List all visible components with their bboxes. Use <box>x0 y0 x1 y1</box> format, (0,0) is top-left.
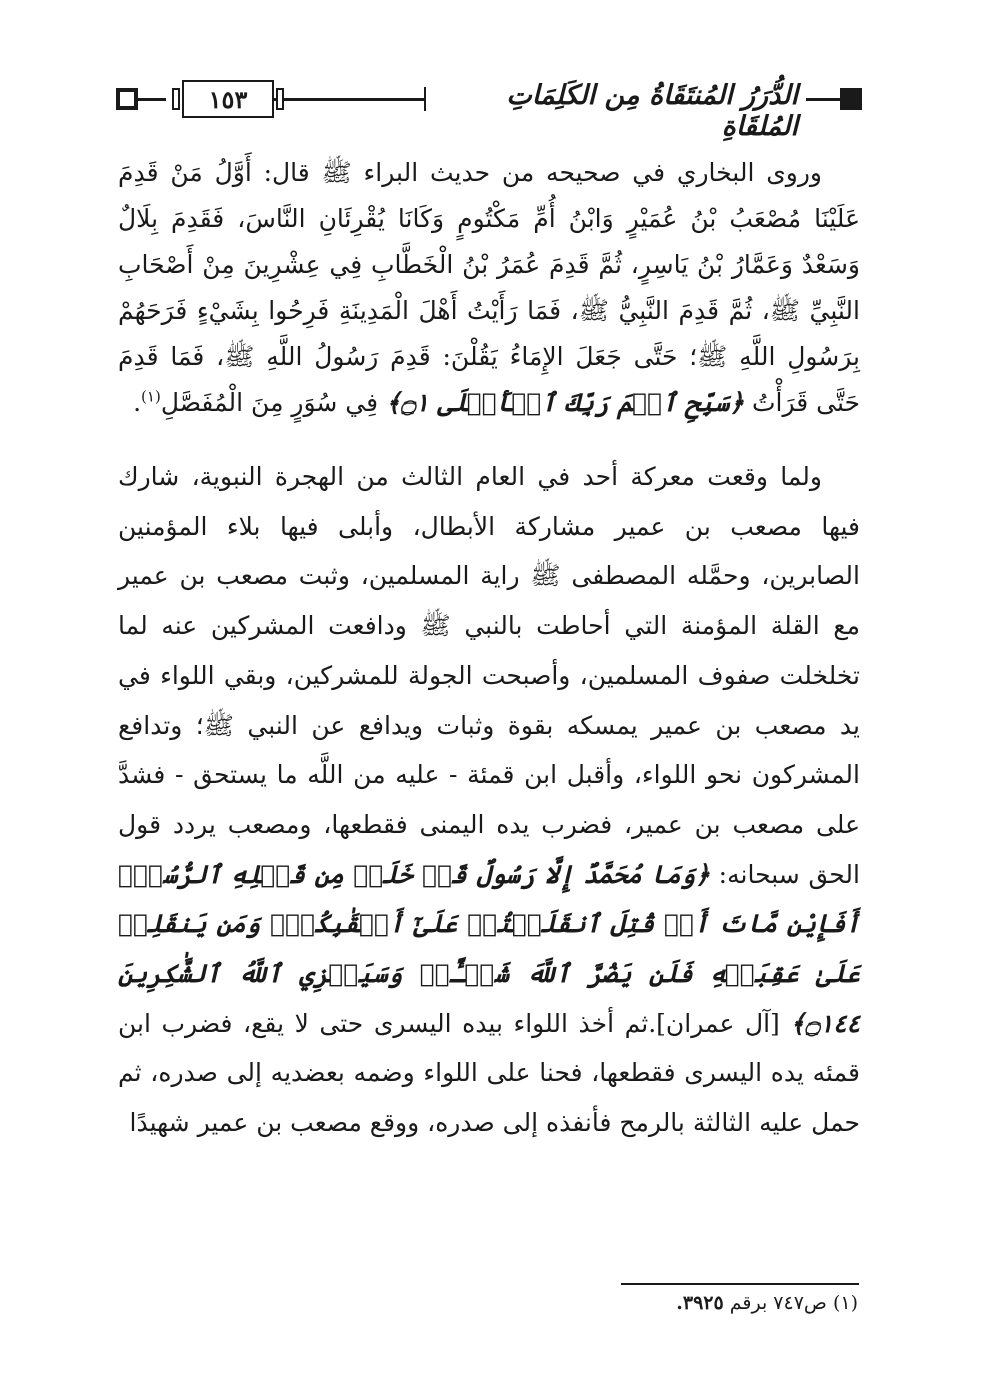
uhud-text: ولما وقعت معركة أحد في العام الثالث من الهجرة النبوية، شارك فيها مصعب بن عمير مشاركة الأبطال، وأبلى فيها بلاء المؤمنين الصابرين، وحمَّله المصطفى ﷺ راية المسلمين، وثبت مصعب بن عمير مع القلة المؤمنة التي أحاطت بالنبي ﷺ ودافعت المشركين عنه لما تخلخلت صفوف المسلمين، وأصبحت الجولة للمشركين، وبقي اللواء في يد مصعب بن عمير يمسكه بقوة وثبات ويدافع عن النبي ﷺ؛ وتدافع المشركون نحو اللواء، وأقبل ابن قمئة - عليه من اللَّه ما يستحق - فشدَّ على مصعب بن عمير، فضرب يده اليمنى فقطعها، ومصعب يردد قول الحق سبحانه: <box>118 462 860 889</box>
footnote-marker: (١) <box>141 387 161 406</box>
header-square-right <box>840 88 862 110</box>
header-square-left <box>116 88 138 110</box>
page-number: ١٥٣ <box>208 85 248 114</box>
uhud-text-continued: [آل عمران].ثم أخذ اللواء بيده اليسرى حتى لا يقع، فضرب ابن قمئه يده اليسرى فقطعها، فحنا على اللواء وضمه بعضديه إلى صدره، ثم حمل عليه الثالثة بالرمح فأنفذه إلى صدره، ووقع مصعب بن عمير شهيدًا <box>118 1008 860 1138</box>
footnote-number: (١) <box>832 1292 858 1314</box>
footnote-ref: ٣٩٢٥. <box>676 1292 724 1314</box>
footnote-divider <box>621 1283 859 1285</box>
header-rule-middle <box>266 98 426 101</box>
paragraph-hadith <box>118 150 860 426</box>
book-title: الدُّرَرُ المُنتَقَاةُ مِن الكَلِمَاتِ المُلقَاةِ <box>426 80 806 142</box>
page-body <box>118 150 860 1148</box>
quran-verse-ala: ﴿سَبِّحِ ٱسۡمَ رَبِّكَ ٱلۡأَعۡلَى ۝١﴾ <box>386 388 745 417</box>
hadith-period: . <box>133 388 142 417</box>
hadith-text-end: فِي سُوَرٍ مِنَ الْمُفَصَّلِ <box>160 388 379 417</box>
paragraph-uhud <box>118 452 860 1148</box>
quran-verse-imran: ﴿وَمَا مُحَمَّدٌ إِلَّا رَسُولٌ قَدۡ خَلَتۡ مِن قَبۡلِهِ ٱلرُّسُلُۚ أَفَإِيْن مَّاتَ أَوۡ قُتِلَ ٱنقَلَبۡتُمۡ عَلَىٰٓ أَعۡقَٰبِكُمۡۚ وَمَن يَنقَلِبۡ عَلَىٰ عَقِبَيۡهِ فَلَن يَضُرَّ ٱللَّهَ شَيۡـًٔاۗ وَسَيَجۡزِي ٱللَّهُ ٱلشَّٰكِرِينَ ۝١٤٤﴾ <box>118 859 860 1038</box>
footnote-text: ص٧٤٧ برقم <box>729 1292 827 1314</box>
header-rule-left <box>138 98 166 101</box>
page-number-frame <box>182 80 274 118</box>
page-header <box>116 74 862 142</box>
footnote <box>500 1292 858 1314</box>
hadith-text: وروى البخاري في صحيحه من حديث البراء ﷺ قال: أَوَّلُ مَنْ قَدِمَ عَلَيْنَا مُصْعَبُ بْنُ عُمَيْرٍ وَابْنُ أُمِّ مَكْتُومٍ وَكَانَا يُقْرِئَانِ النَّاسَ، فَقَدِمَ بِلَالٌ وَسَعْدٌ وَعَمَّارُ بْنُ يَاسِرٍ، ثُمَّ قَدِمَ عُمَرُ بْنُ الْخَطَّابِ فِي عِشْرِينَ مِنْ أَصْحَابِ النَّبِيِّ ﷺ، ثُمَّ قَدِمَ النَّبِيُّ ﷺ، فَمَا رَأَيْتُ أَهْلَ الْمَدِينَةِ فَرِحُوا بِشَيْءٍ فَرَحَهُمْ بِرَسُولِ اللَّهِ ﷺ؛ حَتَّى جَعَلَ الإِمَاءُ يَقُلْنَ: قَدِمَ رَسُولُ اللَّهِ ﷺ، فَمَا قَدِمَ حَتَّى قَرَأْتُ <box>118 158 860 417</box>
